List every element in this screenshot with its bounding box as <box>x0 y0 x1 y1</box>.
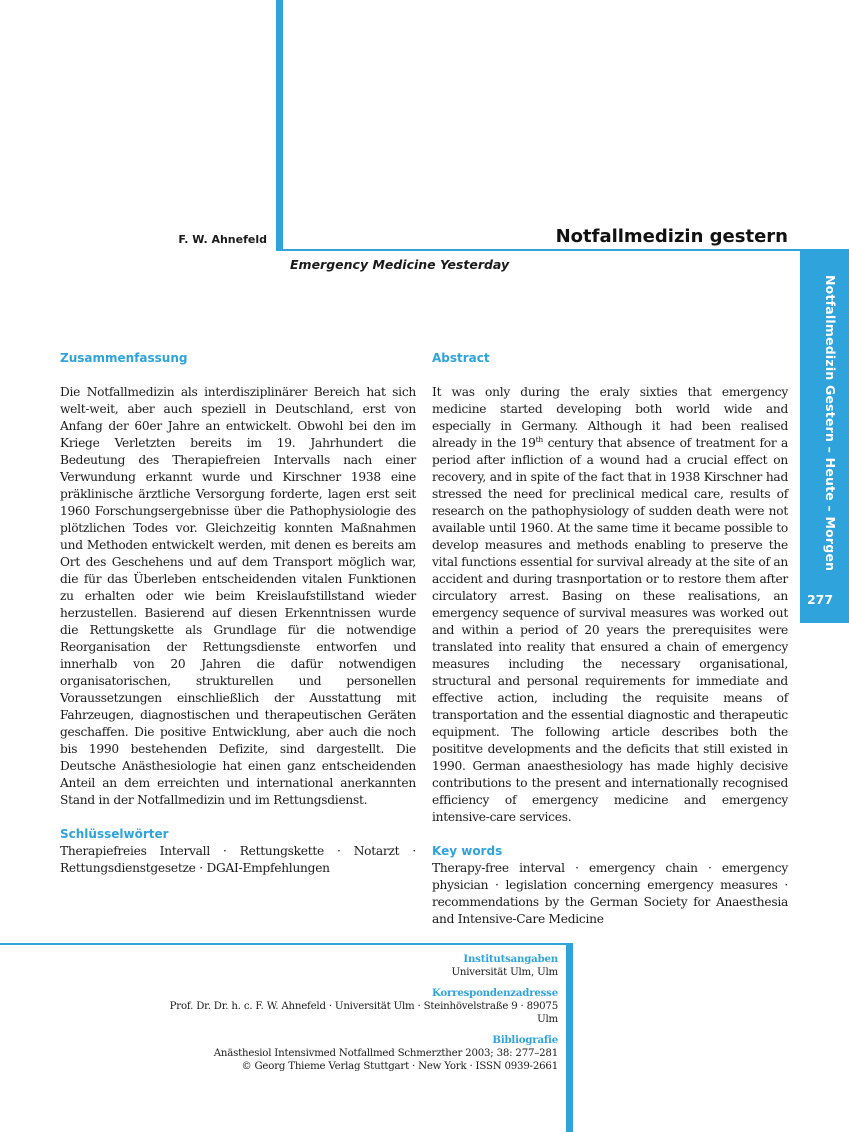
english-abstract-heading: Abstract <box>432 351 490 365</box>
german-keywords: Therapiefreies Intervall · Rettungskette · Notarzt · Rettungsdienstgesetze · DGAI-Empfehlungen <box>60 844 416 875</box>
article-info <box>150 953 558 1073</box>
german-column <box>60 350 416 877</box>
citation: Anästhesiol Intensivmed Notfallmed Schmerzther 2003; 38: 277–281 <box>213 1048 558 1059</box>
institution: Universität Ulm, Ulm <box>451 967 558 978</box>
running-title: Notfallmedizin Gestern – Heute – Morgen <box>823 275 838 572</box>
english-keywords: Therapy-free interval · emergency chain · emergency physician · legislation concerning emergency measures · recommendations by the German Society for Anaesthesia and Intensive-Care Medicine <box>432 861 788 926</box>
author: F. W. Ahnefeld <box>178 233 267 246</box>
bibliography-heading: Bibliografie <box>492 1034 558 1046</box>
english-keywords-heading: Key words <box>432 844 503 858</box>
page-number: 277 <box>806 592 834 607</box>
ordinal-suffix: th <box>535 434 544 444</box>
german-abstract-heading: Zusammenfassung <box>60 351 188 365</box>
english-column <box>432 350 788 928</box>
article-title: Notfallmedizin gestern <box>555 226 788 247</box>
top-accent-bar <box>276 0 283 251</box>
header-rule <box>283 249 849 251</box>
copyright: © Georg Thieme Verlag Stuttgart · New York · ISSN 0939-2661 <box>241 1061 558 1072</box>
institution-heading: Institutsangaben <box>463 953 558 965</box>
bottom-accent-bar <box>566 943 573 1132</box>
correspondence-heading: Korrespondenzadresse <box>431 987 558 999</box>
english-abstract-text <box>432 384 788 826</box>
correspondence-address: Prof. Dr. Dr. h. c. F. W. Ahnefeld · Universität Ulm · Steinhövelstraße 9 · 89075 Ulm <box>169 1001 558 1025</box>
german-abstract-text: Die Notfallmedizin als interdisziplinärer Bereich hat sich welt-weit, aber auch speziell in Deutschland, erst von Anfang der 60er Jahre an entwickelt. Obwohl bei den im Kriege Verletzten bereits im 19. Jahrhundert die Bedeutung des Therapiefreien Intervalls nach einer Verwundung erkannt wurde und Kirschner 1938 eine präklinische ärztliche Versorgung forderte, lagen erst seit 1960 Forschungsergebnisse über die Pathophysiologie des plötzlichen Todes vor. Gleichzeitig konnten Maßnahmen und Methoden entwickelt werden, mit denen es bereits am Ort des Geschehens und auf dem Transport möglich war, die für das Überleben entscheidenden vitalen Funktionen zu erhalten oder wie beim Kreislaufstillstand wieder herzustellen. Basierend auf diesen Erkenntnissen wurde die Rettungskette als Grundlage für die notwendige Reorganisation der Rettungsdienste entworfen und innerhalb von 20 Jahren die dafür notwendigen organisatorischen, strukturellen und personellen Voraussetzungen einschließlich der Ausstattung mit Fahrzeugen, diagnostischen und therapeutischen Geräten geschaffen. Die positive Entwicklung, aber auch die noch bis 1990 bestehenden Defizite, sind dargestellt. Die Deutsche Anästhesiologie hat einen ganz entscheidenden Anteil an dem erreichten und international anerkannten Stand in der Notfallmedizin und im Rettungsdienst. <box>60 385 416 807</box>
article-subtitle: Emergency Medicine Yesterday <box>290 257 510 272</box>
abstract-text-part2: century that absence of treatment for a period after infliction of a wound had a crucial effect on recovery, and in spite of the fact that in 1938 Kirschner had stressed the need for preclinical medical care, results of research on the pathophysiology of sudden death were not available until 1960. At the same time it became possible to develop measures and methods enabling to preserve the vital functions essential for survival already at the site of an accident and during trasnportation or to restore them after circulatory arrest. Basing on these realisations, an emergency sequence of survival measures was worked out and within a period of 20 years the prerequisites were translated into reality that ensured a chain of emergency measures including the necessary organisational, structural and personal requirements for immediate and effective action, including the requisite means of transportation and the essential diagnostic and therapeutic equipment. The following article describes both the posititve developments and the deficits that still existed in 1990. German anaesthesiology has made highly decisive contributions to the present and internationally recognised efficiency of emergency medicine and emergency intensive-care services. <box>432 436 788 824</box>
abstract-text-part1: It was only during the eraly sixties that emergency medicine started developing both world wide and especially in Germany. Although it had been realised already in the 19 <box>432 385 788 450</box>
footer-rule <box>0 943 566 945</box>
german-keywords-heading: Schlüsselwörter <box>60 827 169 841</box>
